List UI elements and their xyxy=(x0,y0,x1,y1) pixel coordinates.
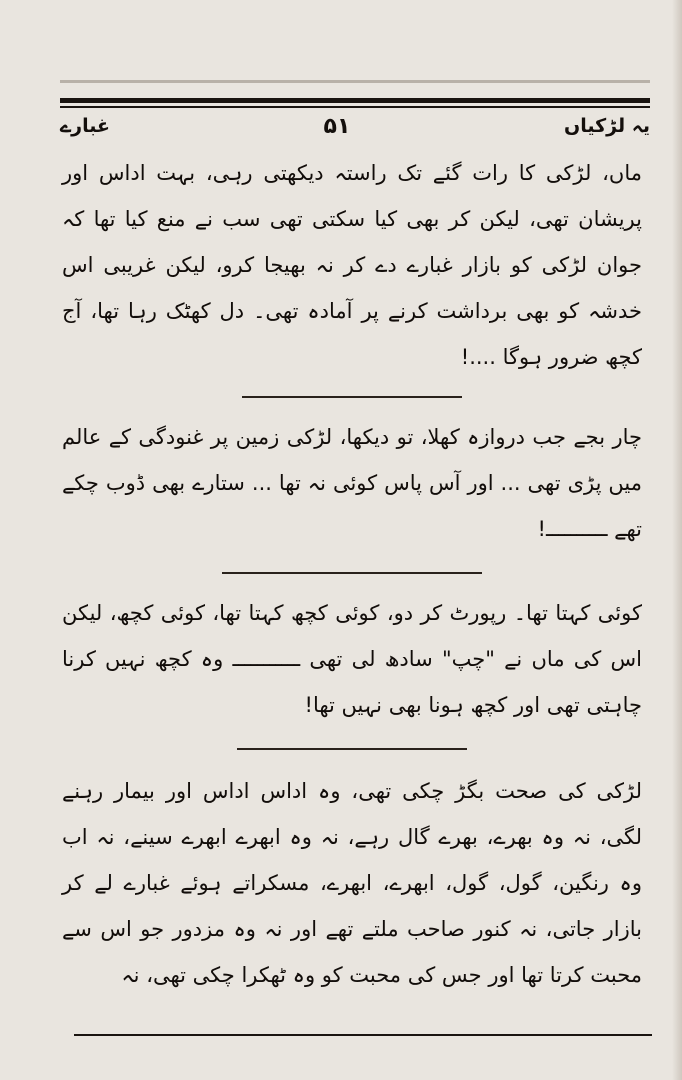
section-divider xyxy=(242,396,462,398)
paragraph-3: کوئی کہتا تھا۔ رپورٹ کر دو، کوئی کچھ کہتا تھا، کوئی کچھ، لیکن اس کی ماں نے "چپ" سادھ لی تھی ـــــــــــ وہ کچھ نہیں کرنا چاہتی تھی اور کچھ ہونا بھی نہیں تھا! xyxy=(62,601,642,717)
footer-rule xyxy=(74,1034,652,1036)
paragraph-1: ماں، لڑکی کا رات گئے تک راستہ دیکھتی رہی، بہت اداس اور پریشان تھی، لیکن کر بھی کیا سکتی تھی سب نے منع کیا تھا کہ جوان لڑکی کو بازار غبارے دے کر نہ بھیجا کرو، لیکن غریبی اس خدشہ کو بھی برداشت کرنے پر آمادہ تھی۔ دل کھٹک رہا تھا، آج کچھ ضرور ہوگا ....! xyxy=(62,161,642,369)
section-divider xyxy=(222,572,482,574)
header-top-rule xyxy=(60,80,650,83)
paragraph-2: چار بجے جب دروازہ کھلا، تو دیکھا، لڑکی زمین پر غنودگی کے عالم میں پڑی تھی ... اور آس پاس کوئی نہ تھا ... ستارے بھی ڈوب چکے تھے ــــــــــ! xyxy=(62,425,642,541)
page-edge-shadow xyxy=(672,0,682,1080)
running-head xyxy=(60,110,650,142)
header-thick-rule xyxy=(60,98,650,103)
page-number: ۵۱ xyxy=(323,113,351,139)
section-divider xyxy=(237,748,467,750)
running-head-right-title: یہ لڑکیاں xyxy=(564,115,650,137)
running-head-left-title: غبارے xyxy=(60,115,110,137)
header-thin-rule xyxy=(60,106,650,108)
page-body xyxy=(62,150,642,998)
paragraph-4: لڑکی کی صحت بگڑ چکی تھی، وہ اداس اداس اور بیمار رہنے لگی، نہ وہ بھرے، بھرے گال رہے، نہ وہ ابھرے ابھرے سینے، نہ اب وہ رنگین، گول، گول، ابھرے، ابھرے، مسکراتے ہوئے غبارے لے کر بازار جاتی، نہ کنور صاحب ملتے تھے اور نہ وہ مزدور جو اس سے محبت کرتا تھا اور جس کی محبت کو وہ ٹھکرا چکی تھی، نہ xyxy=(62,779,642,987)
